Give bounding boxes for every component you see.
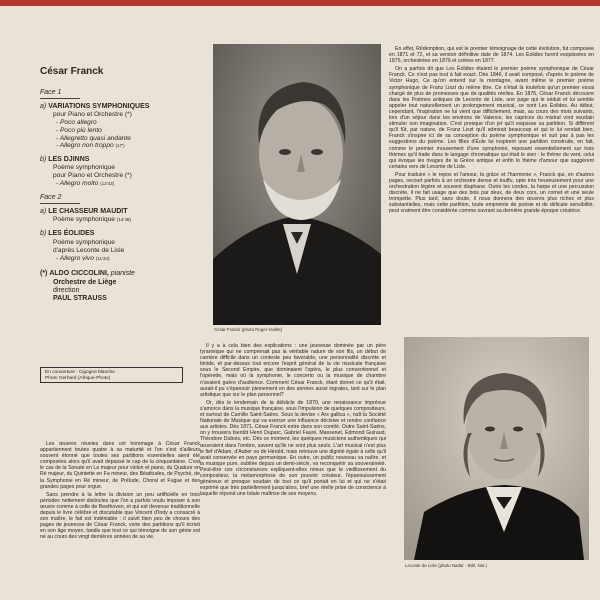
movement: - Poco più lento: [56, 127, 102, 134]
track-letter: b): [40, 155, 47, 163]
composer-name: César Franck: [40, 66, 104, 77]
track-title: LES DJINNS: [48, 155, 90, 163]
franck-portrait-photo: [213, 44, 381, 325]
track-djinns: [40, 156, 200, 188]
face-2-heading: Face 2: [40, 193, 62, 201]
paragraph: On a parfois dit que Les Éolides étaient le premier poème symphonique de César Franck. Ce n'est pas tout à fait exact. Dès 1846, il avait composé, d'après le poème de Victor Hugo, Ce qu'on entend sur la montagne, avant même le premier poème symphonique de Franz Liszt du même titre. Ce n'était là toutefois qu'un premier essai chargé de plus de promesses que de qualités réelles. En 1876, César Franck découvre dans les Poèmes antiques de Leconte de Lisle, une page qui le séduit et lui semble appeler tout naturellement un prolongement musical, ce sont Les Éolides. Au début, cependant, l'inspiration ne lui vient que difficilement, mais, au cours des mois suivants, lors d'un séjour dans les environs de Valence, les caprices du mistral vont soudain stimuler son imagination. C'est presque d'un jet qu'il esquisse sa partition. Si différent qu'il fût, par nature, de Franz Liszt qu'il admirait beaucoup et qui le lui rendait bien, Franck s'inspire ici de sa conception du poème symphonique et suit pas à pas les suggestions du poème. Les filles d'Éole lui inspirent une partition construite, en fait, comme le premier mouvement d'une symphonie, reposant essentiellement sur trois thèmes qu'il traite dans le langage chromatique qui était le sien : le thème du vent, celui qui évoque les rivages de la Grèce antique et enfin le thème d'amour que suggèrent certains vers de Leconte de Lisle.: [389, 66, 594, 170]
paragraph: Pour traduire « le repos et l'amour, la grâce et l'harmonie », Franck qui, en d'autres pages, recourt parfois à un orchestre dense et touffu, opte très heureusement pour une orchestration légère et souvent diaphane. Outre les cordes, la harpe et une percussion discrète, il ne fait usage que des bois par deux, de deux cors, un cornet et une seule trompette. Plus tard, sans doute, il nous donnera des œuvres plus riches et plus substantielles, mais cette partition, toute empreinte de poésie et de délicate sensibilité, peut vraiment être considérée comme ouvrant sa dernière grande époque créatrice.: [389, 171, 594, 215]
performers: [40, 270, 200, 304]
pianist-name: ALDO CICCOLINI,: [49, 270, 109, 278]
movement: - Allegro non troppo (17'): [56, 142, 125, 150]
track-eolides: [40, 230, 200, 262]
franck-photo-caption: César Franck (photo Roger-Viollet): [214, 327, 283, 332]
face-2-underline: [40, 203, 80, 204]
cover-credit-line: En couverture : Cigogne blanche: [45, 370, 115, 375]
portrait-illustration: [213, 44, 381, 325]
track-letter: a): [40, 103, 47, 110]
duration: (11'34): [95, 255, 110, 261]
track-chasseur: [40, 208, 200, 224]
direction-label: direction: [53, 287, 80, 294]
face-1-heading: Face 1: [40, 89, 62, 96]
paragraph: Sans prendre à la lettre la division un peu artificielle en trois périodes nettement distinctes que l'on a parfois voulu imposer à son œuvre comme à celle de Beethoven, et qui est devenue traditionnelle depuis le livre célèbre et discutable que Vincent d'Indy a consacré à son maître, le fait est indéniable : il suivit bien peu de choses des pages de jeunesse de César Franck, voire des partitions qu'il écrivit en son âge moyen, tandis que tout ce qui témoigne de son génie est né au cours des vingt dernières années de sa vie.: [40, 491, 200, 541]
paragraph: Les œuvres réunies dans cet hommage à César Franck appartiennent toutes quatre à sa maturité et l'on s'est d'ailleurs souvent étonné que toutes ses partitions essentielles aient été composées alors qu'il avait dépassé le cap de la cinquantaine. C'est le cas de la Sonate en La majeur pour violon et piano, du Quatuor en Ré majeur, du Quintette en Fa mineur, des Béatitudes, de Psyché, de la Symphonie en Ré mineur, de Prélude, Choral et Fugue et des grandes pages pour orgue.: [40, 441, 200, 490]
duration: (12'43): [100, 181, 115, 187]
cover-credit-line: Photo Gerhard (Afrique-Photo): [45, 375, 111, 381]
face-1-underline: [40, 98, 80, 99]
conductor-name: PAUL STRAUSS: [53, 295, 107, 303]
track-letter: a): [40, 207, 47, 215]
pianist-role: pianiste: [110, 270, 135, 278]
duration: (14'49): [116, 217, 131, 223]
paragraph: Or, dès le lendemain de la débâcle de 1870, une renaissance imprévue s'amorce dans la musique française, sous l'impulsion de quelques compositeurs, et surtout de Camille Saint-Saëns. Sous la devise « Ars gallica », naît la Société Nationale de Musique qui va exercer une influence décisive et rendre confiance aux artistes. Dès 1871, César Franck entre dans son comité. Outre Saint-Saëns, on y trouvera bientôt Henri Duparc, Gabriel Fauré, Massenet, Edmond Guiraud, Théodore Dubois, etc. Dès ce moment, les quelques musiciens authentiques qui œuvraient dans l'ombre, savent qu'ils ne sont plus seuls. L'art musical n'est plus le fief d'Adam, d'Auber ou de Hérold, mais retrouve une dignité égale à celle qu'il avait conservée en pays germanique. En outre, un public nouveau va naître, et la musique pure, oubliée depuis un demi-siècle, va reconquérir sa souveraineté. Peut-être ces circonstances expliquent-elles mieux que le vieillissement du compositeur, la métamorphose de son pouvoir créateur, l'épanouissement généreux et presque soudain de tout ce qu'il portait en lui et qui ne s'était exprimé que très partiellement jusqu'alors, bref une réelle prise de conscience à laquelle répond une totale maîtrise de ses moyens.: [200, 399, 386, 498]
top-red-border: [0, 0, 600, 6]
track-subtitle: Poème symphonique: [53, 164, 115, 172]
essay-column-1: [40, 441, 200, 543]
paragraph: En effet, Rédemption, qui est le premier témoignage de cette évolution, fut composée en 1871 et 72, et sa version définitive date de 1874. Les Éolides furent esquissées en 1875, orchestrées en 1876 et créées en 1877.: [389, 46, 594, 65]
track-subtitle: Poème symphonique: [53, 238, 115, 246]
track-title: LE CHASSEUR MAUDIT: [48, 207, 128, 215]
movement: - Allegro molto (12'43): [56, 180, 115, 188]
asterisk-marker: (*): [40, 270, 48, 278]
track-subtitle: pour Piano et Orchestre (*): [53, 111, 132, 119]
leconte-de-lisle-portrait-photo: [404, 337, 589, 560]
tracklist: [40, 66, 200, 304]
portrait-illustration: [404, 337, 589, 560]
track-subtitle: Poème symphonique (14'49): [53, 216, 131, 224]
paragraph: Il y a à cela bien des explications : une jeunesse dominée par un père tyrannique qui ne comprenait pas la véritable nature de son fils, un début de carrière difficile dans un contexte peu favorable, une personnalité discrète et timide, et par-dessus tout encore l'esprit général de la vie musicale française sous le Second Empire, que dominaient l'opéra, le plus conventionnel et l'opérette, mais où la symphonie, le concerto ou la musique de chambre n'avaient guère d'audience. Comment César Franck, étant donné ce qu'il était, aurait-il pu s'épanouir pleinement en des années aussi ingrates, tant sur le plan artistique que sur le plan personnel?: [200, 343, 386, 398]
leconte-photo-caption: Leconte de Lisle (photo Nadar - Bibl. Nat.): [405, 563, 488, 568]
orchestra-name: Orchestre de Liège: [53, 278, 117, 286]
movement: - Allegro vivo (11'34): [56, 254, 110, 262]
track-title: LES ÉOLIDES: [48, 230, 95, 238]
essay-column-3: [389, 46, 594, 217]
track-title: VARIATIONS SYMPHONIQUES: [48, 103, 150, 110]
track-letter: b): [40, 230, 47, 238]
track-variations: [40, 103, 200, 150]
cover-credit-box: [40, 367, 183, 383]
movement: - Poco allegro: [56, 119, 97, 127]
movement: - Allegretto quasi andante: [56, 134, 131, 142]
essay-column-2: [200, 343, 386, 499]
track-subtitle: d'après Leconte de Lisle: [53, 246, 125, 254]
duration: (17'): [115, 143, 125, 149]
track-subtitle: pour Piano et Orchestre (*): [53, 172, 132, 180]
